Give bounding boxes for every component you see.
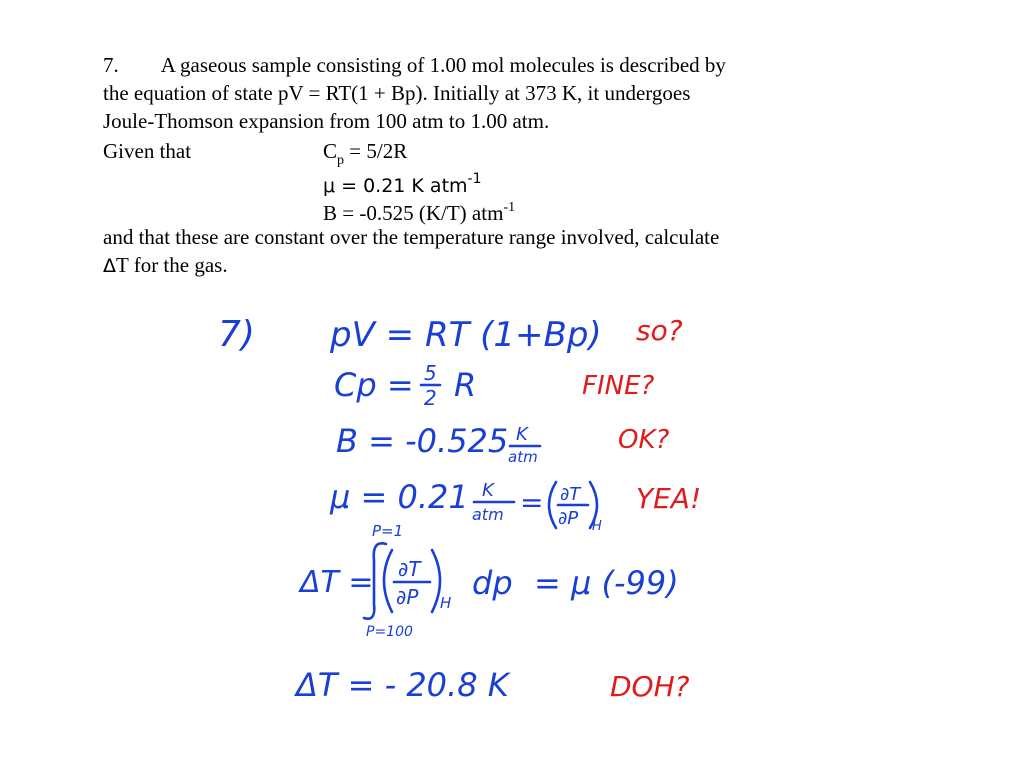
hw-note-doh: DOH? xyxy=(610,670,690,703)
given-cp: $C_p = 5/2R$ xyxy=(323,139,408,168)
hw-int-paren-left xyxy=(384,550,392,612)
problem-line-last-2: ΔT for the gas. xyxy=(103,253,228,277)
hw-mu-unit-atm: atm xyxy=(472,505,504,524)
hw-int-lower: P=100 xyxy=(366,624,413,640)
hw-b-value: B = -0.525 xyxy=(336,422,509,460)
hw-mu-value: μ = 0.21 xyxy=(330,478,469,516)
hw-int-dp: dp xyxy=(472,564,513,602)
problem-line-1: 7. A gaseous sample consisting of 1.00 mol molecules is described by xyxy=(103,53,726,77)
given-mu: μ = 0.21 K atm$^{-1}$ xyxy=(323,171,482,197)
problem-line-2: the equation of state pV = RT(1 + Bp). Initially at 373 K, it undergoes xyxy=(103,81,691,105)
hw-note-fine: FINE? xyxy=(582,371,655,401)
hw-int-sub-h: H xyxy=(440,594,452,612)
problem-line-3: Joule-Thomson expansion from 100 atm to 1.00 atm. xyxy=(103,109,550,133)
hw-mu-sub-h: H xyxy=(592,519,602,534)
hw-mu-unit-k: K xyxy=(482,480,494,501)
hw-mu-partial-t: ∂T xyxy=(560,484,581,505)
hw-int-partial-p: ∂P xyxy=(396,585,419,609)
hw-b-unit-atm: atm xyxy=(508,448,538,466)
hw-note-yea: YEA! xyxy=(636,482,702,515)
hw-mu-equals: = xyxy=(520,486,544,519)
hw-int-upper: P=1 xyxy=(372,522,404,540)
hw-final-answer: ΔT = - 20.8 K xyxy=(296,666,509,704)
problem-number: 7. xyxy=(103,53,119,77)
hw-cp-num: 5 xyxy=(424,361,437,385)
hw-int-paren-right xyxy=(432,550,440,612)
hw-int-partial-t: ∂T xyxy=(398,557,421,581)
hw-mu-partial-p: ∂P xyxy=(558,508,579,529)
hw-b-unit-k: K xyxy=(516,424,528,445)
given-b: B = -0.525 (K/T) atm$^{-1}$ xyxy=(323,200,516,225)
problem-line-last-1: and that these are constant over the temperature range involved, calculate xyxy=(103,225,720,249)
hw-dt-lhs: ΔT = xyxy=(300,565,374,600)
hw-eq-state: pV = RT (1+Bp) xyxy=(330,315,602,355)
hw-note-ok: OK? xyxy=(618,425,670,455)
hw-note-so: so? xyxy=(636,314,683,347)
hw-cp-r: R xyxy=(454,366,477,404)
hw-cp-den: 2 xyxy=(424,386,437,410)
hw-cp-lhs: Cp = xyxy=(334,366,414,404)
hw-mu-paren-left xyxy=(549,482,556,528)
hw-number: 7) xyxy=(218,314,255,355)
given-label: Given that xyxy=(103,139,192,163)
hw-int-result: = μ (-99) xyxy=(534,564,679,602)
